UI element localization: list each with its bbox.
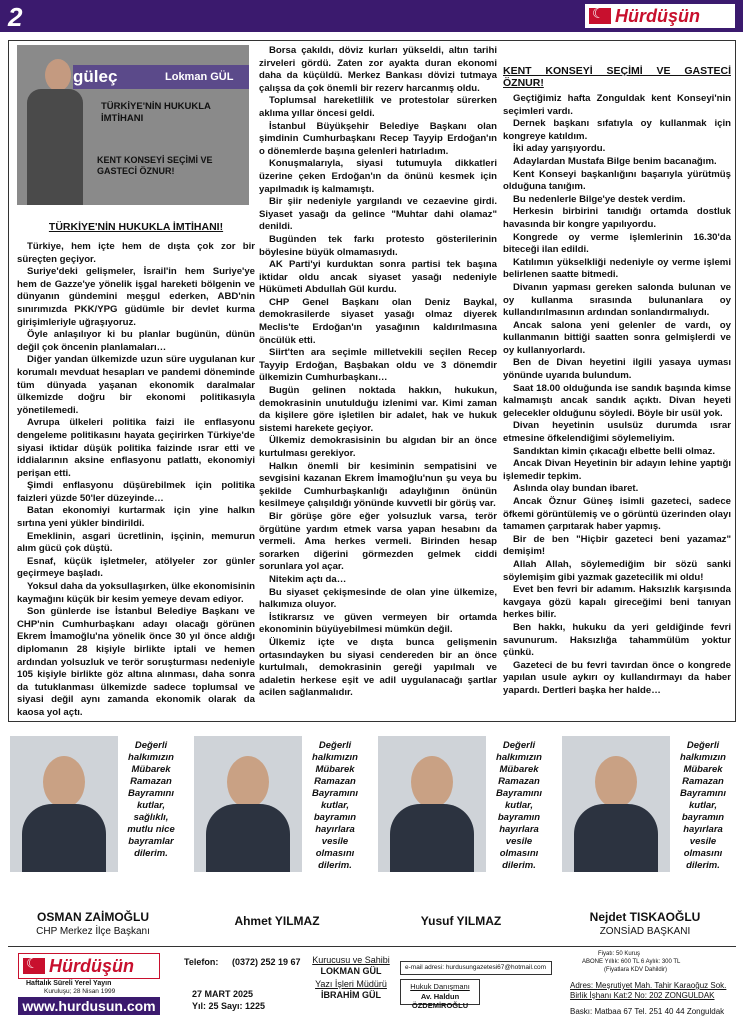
- paragraph: Şimdi enflasyonu düşürebilmek için politika faizleri yüzde 50'ler düzeyinde…: [17, 480, 255, 504]
- paragraph: Ülkemiz demokrasisinin bu algıdan bir an önce kurtulması gerekiyor.: [259, 435, 497, 459]
- logo-subtitle: BEDİKİ DUYUR: [681, 24, 729, 30]
- paragraph: Bu siyaset çekişmesinde de olan yine ülkemize, halkımıza oluyor.: [259, 586, 497, 611]
- article-1: [17, 221, 256, 720]
- ad-4: [556, 732, 734, 944]
- paragraph: Bu nedenlerle Bilge'ye destek verdim.: [513, 193, 686, 205]
- paragraph: Katılımın yükselkliği nedeniyle oy verme işlemi belirlenen saatte bitmedi.: [503, 256, 731, 281]
- address-line-1: Adres: Meşrutiyet Mah. Tahir Karaoğuz Sok.: [570, 981, 727, 990]
- footer-logo: [18, 953, 160, 979]
- article-3: [503, 65, 731, 698]
- article-1-headline: TÜRKİYE'NİN HUKUKLA İMTİHANI!: [48, 221, 224, 233]
- ad-1-role: CHP Merkez İlçe Başkanı: [36, 926, 150, 937]
- issue-number: Yıl: 25 Sayı: 1225: [192, 1001, 266, 1011]
- founded: Kuruluşu; 28 Nisan 1999: [44, 988, 116, 995]
- article-3-headline: KENT KONSEYİ SEÇİMİ VE GASTECİ ÖZNUR!: [503, 65, 731, 89]
- paragraph: Aslında olay bundan ibaret.: [513, 483, 639, 495]
- paragraph: Suriye'deki gelişmeler, İsrail'in hem Suriye'ye hem de Gazze'ye yönelik işgal hareketi bölgenin ve dünyanın gündemini meşgul ederken, ABD'nin sınırımızda PKK/YPG güdümle bir devlet kurma girişimleriyle uğraşıyoruz.: [17, 266, 255, 328]
- paragraph: Sandıktan kimin çıkacağı elbette belli olmaz.: [513, 445, 716, 457]
- paragraph: Diğer yandan ülkemizde uzun süre uygulanan kur korumalı mevduat hesapları ve pandemi döneminde tüm dünyada yaşanan ekonomik daralmalar ülkemizde doğru bir ekonomi politikasıyla yönetilemedi.: [17, 354, 255, 416]
- paragraph: Kent Konseyi başkanlığını başarıyla yürütmüş olduğuna tanığım.: [503, 168, 731, 193]
- paragraph: Nitekim açtı da…: [269, 573, 347, 585]
- paragraph: CHP Genel Başkanı olan Deniz Baykal, demokrasilerde siyaset yasağı olmaz diyerek Meclis'te Erdoğan'ın yasağının kaldırılmasına öncülük etti.: [259, 296, 497, 346]
- paragraph: Saat 18.00 olduğunda ise sandık başında kimse kalmamıştı ancak sandık açıktı. Divan heyeti gelecekler olduğunu söyledi. Böyle bir usül yok.: [503, 382, 731, 419]
- paragraph: Ülkemiz içte ve dışta bunca gelişmenin ortasındayken bu siyasi cendereden bir an önce kurtulmalı, demokrasinin gereği yapılmalı ve adaletin herkese eşit ve adil uygulanacağı şartlar acilen sağlanmalıdır.: [259, 636, 497, 699]
- paragraph: Kongrede oy verme işlemlerinin 16.30'da biteceği ilan edildi.: [503, 231, 731, 256]
- page-number: 2: [8, 2, 23, 32]
- paragraph: Son günlerde ise İstanbul Belediye Başkanı ve CHP'nin Cumhurbaşkanı adayı olacağı görünen Ekrem İmamoğlu'na yönelik önce 30 yıl önce aldığı diplomanın 28 kişiyle birlikte iptali ve hemen ardından yolsuzluk ve terör soruşturması nedeniyle 105 kişiyle birlikte göz altına alınması, daha sonra da tutuklanması ülkemizde sadece toplumsal ve siyasi değil aynı zamanda ekonomik olarak da kaosa yol açtı.: [17, 606, 255, 718]
- owner: LOKMAN GÜL: [320, 966, 382, 976]
- holiday-ads: [0, 732, 743, 944]
- paragraph: Emeklinin, asgari ücretlinin, işçinin, memurun alım gücü çok düştü.: [17, 530, 255, 555]
- paragraph: İki aday yarışıyordu.: [513, 143, 606, 155]
- paragraph: Adaylardan Mustafa Bilge benim bacanağım.: [513, 155, 717, 167]
- ad-4-photo: [562, 736, 670, 872]
- paragraph: Öyle anlaşılıyor ki bu planlar bugünün, dünün değil çok öncenin planlamaları…: [17, 329, 255, 353]
- vat-note: (Fiyatlara KDV Dahildir): [604, 967, 668, 973]
- paragraph: Dernek başkanı sıfatıyla oy kullanmak için kongreye katıldım.: [503, 118, 731, 142]
- paragraph: İstikrarsız ve güven vermeyen bir ortamda ekonominin büyüyebilmesi mümkün değil.: [259, 611, 497, 636]
- paragraph: Siirt'ten ara seçimle milletvekili seçilen Recep Tayyip Erdoğan, Başbakan oldu ve 3 dönemdir ülkemizin Cumhurbaşkanı…: [259, 347, 497, 384]
- editor-label: Yazı İşleri Müdürü: [315, 979, 387, 989]
- logo-text: Hürdüşün: [615, 6, 700, 26]
- ad-2-message: Değerli halkımızın Mübarek Ramazan Bayramını kutlar, bayramın hayırlara vesile olmasını dilerim.: [312, 740, 358, 871]
- article-3-body: [503, 93, 731, 698]
- email[interactable]: e-mail adresi: hurdusungazetesi67@hotmail.com: [405, 964, 547, 971]
- paragraph: Ancak Divan Heyetinin bir adayın lehine yaptığı işlemedir tepkim.: [503, 458, 731, 482]
- paragraph: Bugünden tek farkı protesto gösterilerinin böylesine büyük olmamasıydı.: [259, 233, 497, 258]
- banner-topic-2: KENT KONSEYİ SEÇİMİ VE GASTECİ ÖZNUR!: [97, 155, 213, 176]
- email-box: [400, 961, 552, 975]
- paragraph: Allah Allah, söylemediğim bir sözü sanki söylemişim gibi yazmak gazetecilik mi oldu!: [503, 558, 731, 583]
- paragraph: Avrupa ülkeleri politika faizi ile enflasyonu dengeleme politikasını hayata geçirirken Türkiye'de siyasi iktidar düşük politika faizinde ısrar etti ve iddialarının aksine enflasyonu patlattı, ekonomiyi perişan etti.: [17, 417, 255, 479]
- paragraph: Herkesin birbirini tanıdığı ortamda dostluk havasında bir kongre yapılıyordu.: [503, 206, 731, 230]
- article-2: [259, 45, 497, 700]
- legal-box: [400, 979, 480, 1010]
- paragraph: Geçtiğimiz hafta Zonguldak kent Konseyi'nin seçimleri vardı.: [503, 93, 731, 117]
- paragraph: Bir görüşe göre eğer yolsuzluk varsa, terör örgütüne yardım etmek varsa yapan hesabını da vermeli. Ama herkes vermeli. Birinden hesap sorarken diğerini görmezden gelmek ciddi sorunlara yol açar.: [259, 510, 497, 573]
- paragraph: Esnaf, küçük işletmeler, atölyeler zor günler geçirmeye başladı.: [17, 555, 255, 580]
- ad-1-message: Değerli halkımızın Mübarek Ramazan Bayramını kutlar, sağlıklı, mutlu nice bayramlar dilerim.: [127, 740, 175, 859]
- paragraph: Batan ekonomiyi kurtarmak için yine halkın sırtına yeni yükler bindirildi.: [17, 505, 255, 530]
- paragraph: Divan heyetinin usulsüz durumda ısrar etmesine öfkelendiğimi söylemeliyim.: [503, 420, 731, 445]
- legal-label: Hukuk Danışmanı: [410, 982, 470, 991]
- paragraph: AK Parti'yi kurduktan sonra partisi tek başına iktidar oldu ancak siyaset yasağı nedeniyle Hükümeti Abdullah Gül kurdu.: [259, 259, 497, 296]
- imprint-footer: [8, 946, 736, 1020]
- paragraph: İstanbul Büyükşehir Belediye Başkanı olan şimdinin Cumhurbaşkanı Recep Tayyip Erdoğan'ın o dönemlerde başına gelenleri hatırladım.: [259, 120, 497, 157]
- website-link[interactable]: www.hurdusun.com: [18, 997, 160, 1015]
- paragraph: Toplumsal hareketlilik ve protestolar sürerken aklıma yıllar öncesi geldi.: [259, 95, 497, 119]
- ad-1: [4, 732, 182, 944]
- ad-4-name: Nejdet TISKAOĞLU: [589, 910, 701, 924]
- ad-4-role: ZONSİAD BAŞKANI: [599, 926, 691, 937]
- ad-3-photo: [378, 736, 486, 872]
- ad-1-photo: [10, 736, 118, 872]
- column-banner: [17, 45, 249, 205]
- ad-2-name: Ahmet YILMAZ: [234, 914, 320, 928]
- article-frame: [8, 40, 736, 722]
- issue-date: 27 MART 2025: [192, 989, 254, 999]
- phone-label: Telefon:: [184, 957, 219, 967]
- phone: (0372) 252 19 67: [232, 957, 301, 967]
- ad-3-name: Yusuf YILMAZ: [420, 914, 502, 928]
- column-title: güleç: [73, 67, 118, 86]
- top-bar: [0, 0, 743, 32]
- ad-1-name: OSMAN ZAİMOĞLU: [37, 910, 149, 924]
- paragraph: Ancak Öznur Güneş isimli gazeteci, sadece öfkemi görüntülemiş ve o görüntü üzerinden olayı tamamen çarpıtarak haber yapmış.: [503, 496, 731, 533]
- ad-3: [372, 732, 550, 944]
- article-2-body: [259, 45, 497, 700]
- paragraph: Borsa çakıldı, döviz kurları yükseldi, altın tarihi zirveleri gördü. Zaten zor ayakta duran ekonomi daha da küçüldü. Merkez Bankası dövizi tutmaya çalışsa da çok önemli bir rezerv harcanmış oldu.: [259, 45, 497, 94]
- flag-icon: [589, 8, 611, 24]
- paragraph: Bir şiir nedeniyle yargılandı ve cezaevine girdi. Siyaset yasağı da gelince "Muhtar dahi olamaz" denildi.: [259, 196, 497, 233]
- paragraph: Bir de ben "Hiçbir gazeteci beni yazamaz" demişim!: [503, 533, 731, 558]
- paragraph: Ancak salona yeni gelenler de vardı, oy kullanmanın bittiği saatten sonra gelmişlerdi ve oy kullanıyorlardı.: [503, 319, 731, 356]
- paragraph: Ben hakkı, hukuku da yeri geldiğinde fevri savunurum. Haksızlığa tahammülüm yoktur çünkü.: [503, 621, 731, 659]
- article-1-body: [17, 241, 255, 720]
- legal-counsel: Av. Haldun ÖZDEMİROĞLU: [411, 992, 469, 1010]
- banner-topic-1: TÜRKİYE'NİN HUKUKLA İMTİHANI: [101, 101, 211, 124]
- ad-2: [188, 732, 366, 944]
- printer: Baskı: Matbaa 67 Tel. 251 40 44 Zonguldak: [570, 1007, 725, 1016]
- paragraph: Gazeteci de bu fevri tavırdan önce o kongrede yapılan usule aykırı oy kullandırmayı da haber yapardı. Dertleri başka her halde…: [503, 659, 731, 696]
- column-author: Lokman GÜL: [165, 71, 234, 83]
- paragraph: Evet ben fevri bir adamım. Haksızlık karşısında kavgaya gözü kapalı gireceğimi beni tanıyan herkes bilir.: [503, 584, 731, 621]
- tagline: Haftalık Süreli Yerel Yayın: [26, 980, 112, 987]
- owner-label: Kurucusu ve Sahibi: [312, 955, 390, 965]
- paragraph: Divanın yapması gereken salonda bulunan ve oy kullanma sırasında bulunanlara oy kullandırılmasının ardından sonlandırmalıydı.: [503, 281, 731, 319]
- paragraph: Bugün gelinen noktada hakkın, hukukun, demokrasinin unutulduğu izlenimi var. Kimi zaman da kişilere göre işletilen bir adalet, hak ve hukuk sistemi harekete geçiyor.: [259, 385, 497, 434]
- ad-4-message: Değerli halkımızın Mübarek Ramazan Bayramını kutlar, bayramın hayırlara vesile olmasını dilerim.: [680, 740, 726, 871]
- paragraph: Halkın önemli bir kesiminin sempatisini ve sevgisini kazanan Ekrem İmamoğlu'nun şu veya bu şekilde Cumhurbaşkanlığı adaylığının önünün kesilmeye çalışıldığı yönünde kuvvetli bir görüş var.: [259, 460, 497, 510]
- subscription: ABONE Yıllık: 600 TL 6 Aylık: 300 TL: [582, 959, 681, 965]
- paragraph: Konuşmalarıyla, siyasi tutumuyla dikkatleri üzerine çeken Erdoğan'ın da önünü kesmek için yapılmadık iş kalmamıştı.: [259, 158, 497, 195]
- paragraph: Yoksul daha da yoksullaşırken, ülke ekonomisinin kaymağını küçük bir kesim yemeye devam ediyor.: [17, 581, 256, 605]
- ad-3-message: Değerli halkımızın Mübarek Ramazan Bayramını kutlar, bayramın hayırlara vesile olmasını dilerim.: [496, 740, 542, 871]
- ad-2-photo: [194, 736, 302, 872]
- paragraph: Ben de Divan heyetini ilgili yasaya uyması yönünde uyarıda bulundum.: [503, 357, 731, 382]
- footer-logo-text: Hürdüşün: [49, 956, 134, 976]
- price: Fiyatı: 50 Kuruş: [598, 951, 641, 957]
- paragraph: Türkiye, hem içte hem de dışta çok zor bir süreçten geçiyor.: [17, 241, 255, 265]
- address-line-2: Birlik İşhanı Kat:2 No: 202 ZONGULDAK: [570, 991, 715, 1000]
- editor: İBRAHİM GÜL: [321, 990, 381, 1000]
- flag-icon: [23, 958, 45, 974]
